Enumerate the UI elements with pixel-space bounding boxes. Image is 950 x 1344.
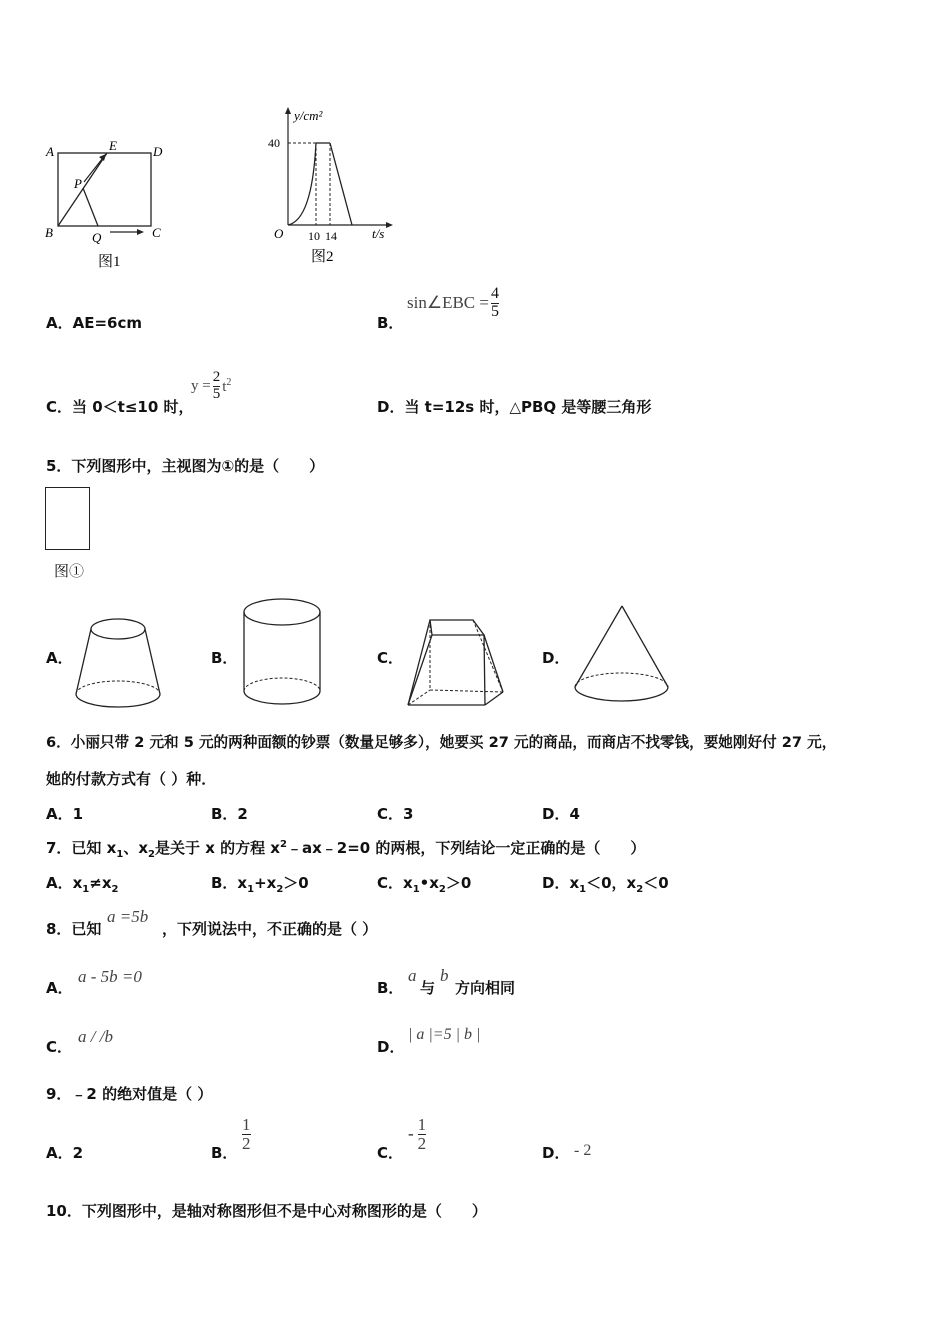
q5-option-a-frustum: [68, 612, 168, 712]
q8-option-c-label: C．: [46, 1038, 73, 1056]
q8-option-a-math: a - 5b =0: [78, 967, 142, 986]
q8-stem-math: a =5b: [107, 907, 149, 926]
q6-option-c: C．3: [377, 805, 414, 823]
q8-option-b-mid: 与: [420, 979, 436, 997]
x-tick-14: 14: [325, 229, 337, 243]
q4-option-b-label: B．: [377, 314, 404, 332]
q8-option-b-a: a: [408, 966, 417, 985]
q9-option-b-fraction: $\frac{1}{2}$: [242, 1115, 251, 1153]
q10-stem: 10．下列图形中，是轴对称图形但不是中心对称图形的是（ ）: [46, 1202, 487, 1220]
q5-stem: 5．下列图形中，主视图为①的是（ ）: [46, 457, 325, 475]
q8-option-d-label: D．: [377, 1038, 405, 1056]
q9-option-c-label: C．: [377, 1144, 404, 1162]
y-tick-40: 40: [268, 136, 280, 150]
label-Q: Q: [92, 230, 102, 245]
q5-option-b-cylinder: [238, 595, 328, 715]
q8-option-b-b: b: [440, 966, 449, 985]
q5-front-view-rectangle: [45, 487, 90, 550]
figure-2-caption: 图2: [311, 249, 334, 265]
y-axis-label: y/cm²: [294, 108, 323, 123]
label-P: P: [74, 176, 82, 191]
q6-option-d: D．4: [542, 805, 580, 823]
q8-stem-prefix: 8．已知: [46, 920, 102, 938]
q5-option-b-label: B．: [211, 649, 238, 667]
q7-stem: 7．已知 $x_1$、$x_2$是关于 x 的方程 $x^2﹣ax﹣2=0$ 的两根，下列结论一定正确的是（ ）: [46, 839, 646, 860]
q6-option-a: A．1: [46, 805, 84, 823]
q8-option-c-math: a / /b: [78, 1027, 113, 1046]
q5-option-c-frustum-prism: [400, 612, 510, 712]
q7-option-a: A．$x_1\ne x_2$: [46, 874, 119, 895]
figure-1-caption: 图1: [98, 254, 121, 270]
q5-option-a-label: A．: [46, 649, 73, 667]
q8-option-a-label: A．: [46, 979, 73, 997]
label-D: D: [153, 144, 163, 159]
q9-option-d-math: - 2: [574, 1142, 592, 1159]
x-tick-10: 10: [308, 229, 320, 243]
q9-stem: 9．﹣2 的绝对值是（ ）: [46, 1085, 213, 1103]
q5-option-d-label: D．: [542, 649, 570, 667]
label-E: E: [109, 138, 117, 153]
q4-option-b-formula: sin∠EBC = $\frac{4}{5}$: [407, 285, 499, 320]
q4-option-d: D．当 t=12s 时，△PBQ 是等腰三角形: [377, 398, 652, 416]
q4-option-c-text: C．当 0＜t≤10 时，: [46, 398, 194, 416]
q6-option-b: B．2: [211, 805, 248, 823]
q8-option-d-math: | a |=5 | b |: [408, 1026, 481, 1043]
q5-option-d-cone: [570, 602, 675, 712]
q8-stem-suffix: ，下列说法中，不正确的是（ ）: [162, 920, 378, 938]
label-B: B: [45, 225, 53, 240]
q9-option-d-label: D．: [542, 1144, 570, 1162]
x-axis-label: t/s: [372, 226, 385, 241]
q4-option-c-formula: y = $\frac{2}{5}$ $t^2$: [191, 369, 232, 402]
q9-option-a: A．2: [46, 1144, 84, 1162]
q6-stem-line-1: 6．小丽只带 2 元和 5 元的两种面额的钞票（数量足够多），她要买 27 元的商品，而商店不找零钱，要她刚好付 27 元，: [46, 734, 837, 751]
q7-option-b: B．$x_1+x_2>0$: [211, 874, 309, 895]
q9-option-b-label: B．: [211, 1144, 238, 1162]
q6-stem-line-2: 她的付款方式有（ ）种．: [46, 770, 217, 788]
origin-label: O: [274, 226, 284, 241]
q8-option-b-text: 方向相同: [455, 979, 516, 997]
q5-option-c-label: C．: [377, 649, 404, 667]
label-A: A: [46, 144, 54, 159]
label-C: C: [152, 225, 161, 240]
q4-option-a: A．AE=6cm: [46, 314, 142, 332]
q9-option-c-fraction: - $\frac{1}{2}$: [408, 1115, 427, 1153]
q7-option-d: D．$x_1<0$，$x_2<0$: [542, 874, 669, 895]
q7-option-c: C．$x_1•x_2>0$: [377, 874, 472, 895]
q8-option-b-label: B．: [377, 979, 404, 997]
figure-2-graph: [262, 100, 402, 270]
q5-figure-caption: 图①: [54, 564, 85, 580]
figure-1-rectangle: [40, 136, 180, 276]
